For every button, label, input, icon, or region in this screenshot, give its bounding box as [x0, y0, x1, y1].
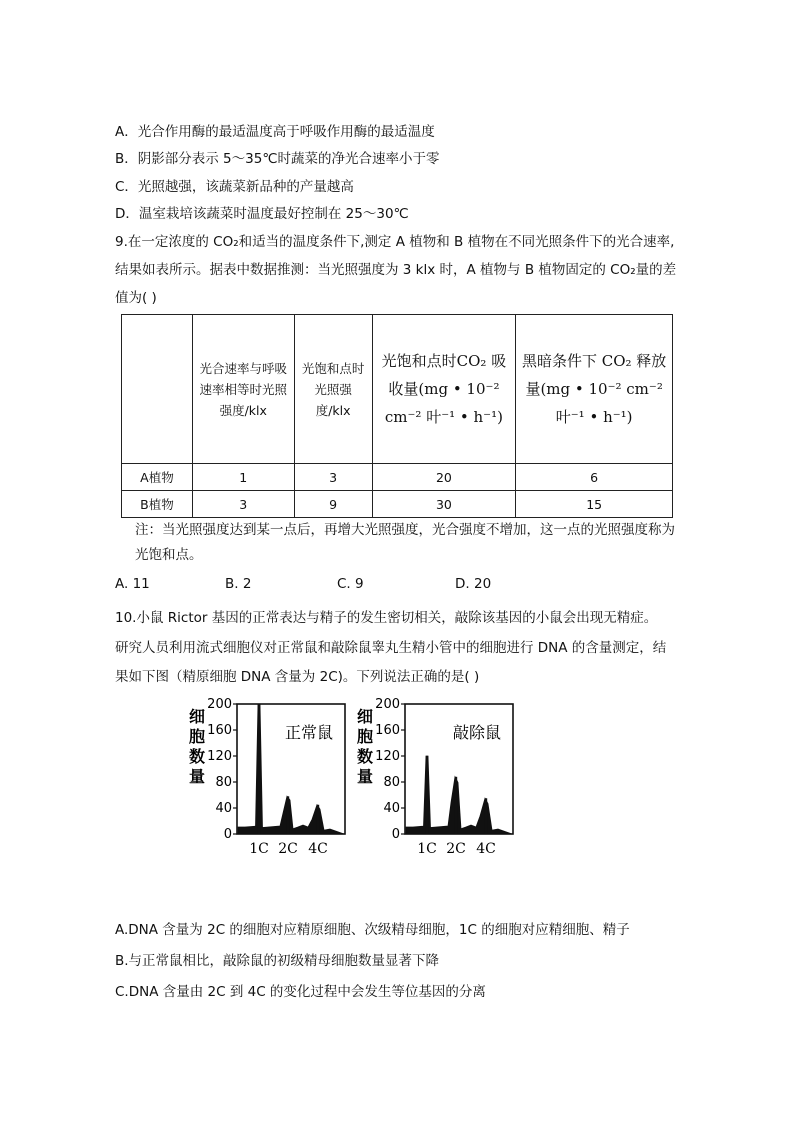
q9-stem-line-3: 值为( ): [115, 290, 157, 306]
y-axis-label-char: 量: [356, 767, 374, 786]
table-cell: 9: [294, 491, 372, 518]
x-tick-label: 1C: [249, 841, 269, 857]
x-tick-label: 4C: [308, 841, 328, 857]
y-axis-label-char: 数: [188, 747, 206, 766]
histogram-profile: [406, 756, 512, 834]
table-cell: 3: [294, 464, 372, 491]
table-row: [122, 464, 673, 491]
table-header-saturation-point: 光饱和点时光照强度/klx: [294, 315, 372, 464]
q10-stem-line-2: 研究人员利用流式细胞仪对正常鼠和敲除鼠睾丸生精小管中的细胞进行 DNA 的含量测定，结: [115, 640, 667, 656]
q10-option-c: C.DNA 含量由 2C 到 4C 的变化过程中会发生等位基因的分离: [115, 984, 486, 1000]
panel-title: 敲除鼠: [452, 723, 502, 742]
y-tick-label: 120: [375, 749, 400, 764]
x-tick-label: 4C: [476, 841, 496, 857]
y-tick-label: 160: [375, 723, 400, 738]
table-row: [122, 491, 673, 518]
table-cell: 1: [192, 464, 294, 491]
table-cell: 30: [372, 491, 516, 518]
y-tick-label: 40: [383, 801, 400, 816]
q9-stem-line-2: 结果如表所示。据表中数据推测：当光照强度为 3 klx 时，A 植物与 B 植物固定的 CO₂量的差: [115, 262, 677, 278]
panel-title: 正常鼠: [284, 723, 334, 742]
q10-stem-line-3: 果如下图（精原细胞 DNA 含量为 2C)。下列说法正确的是( ): [115, 669, 480, 685]
y-tick-label: 40: [215, 801, 232, 816]
q9-option-b: B. 2: [225, 576, 252, 592]
y-tick-label: 80: [215, 775, 232, 790]
q10-option-b: B.与正常鼠相比，敲除鼠的初级精母细胞数量显著下降: [115, 953, 440, 969]
row-label-a: A植物: [122, 464, 193, 491]
q8-option-a: A．光合作用酶的最适温度高于呼吸作用酶的最适温度: [115, 124, 435, 140]
table-header-co2-release: 黑暗条件下 CO₂ 释放量(mg • 10⁻² cm⁻² 叶⁻¹ • h⁻¹): [516, 315, 673, 464]
q9-stem-line-1: 9.在一定浓度的 CO₂和适当的温度条件下,测定 A 植物和 B 植物在不同光照条件下的光合速率,: [115, 234, 675, 250]
table-cell: 20: [372, 464, 516, 491]
y-tick-label: 80: [383, 775, 400, 790]
q9-option-c: C. 9: [337, 576, 364, 592]
knockout-mouse-histogram: [357, 697, 513, 857]
x-tick-label: 1C: [417, 841, 437, 857]
y-tick-label: 0: [391, 827, 400, 842]
y-axis-label-char: 量: [188, 767, 206, 786]
table-cell: 15: [516, 491, 673, 518]
y-axis-label-char: 细: [356, 707, 374, 726]
y-tick-label: 120: [207, 749, 232, 764]
dna-content-histograms: [185, 696, 530, 861]
y-tick-label: 200: [375, 697, 400, 712]
q8-option-d: D．温室栽培该蔬菜时温度最好控制在 25～30℃: [115, 206, 409, 222]
row-label-b: B植物: [122, 491, 193, 518]
y-tick-label: 0: [223, 827, 232, 842]
y-axis-label-char: 胞: [356, 727, 374, 746]
y-axis-label-char: 数: [356, 747, 374, 766]
x-tick-label: 2C: [446, 841, 466, 857]
q8-option-c: C．光照越强，该蔬菜新品种的产量越高: [115, 179, 354, 195]
table-cell: 3: [192, 491, 294, 518]
q10-option-a: A.DNA 含量为 2C 的细胞对应精原细胞、次级精母细胞，1C 的细胞对应精细胞、精子: [115, 922, 630, 938]
y-axis-label-char: 细: [188, 707, 206, 726]
table-cell: 6: [516, 464, 673, 491]
table-corner-cell: [122, 315, 193, 464]
y-axis-label-char: 胞: [188, 727, 206, 746]
q10-stem-line-1: 10.小鼠 Rictor 基因的正常表达与精子的发生密切相关，敲除该基因的小鼠会出现无精症。: [115, 610, 658, 626]
q9-option-d: D. 20: [455, 576, 492, 592]
y-tick-label: 160: [207, 723, 232, 738]
q9-table-note: 注：当光照强度达到某一点后，再增大光照强度，光合强度不增加，这一点的光照强度称为光饱和点。: [135, 522, 675, 563]
q9-data-table: [121, 314, 673, 518]
q9-option-a: A. 11: [115, 576, 150, 592]
q8-option-b: B．阴影部分表示 5～35℃时蔬菜的净光合速率小于零: [115, 151, 440, 167]
table-header-compensation-point: 光合速率与呼吸速率相等时光照强度/klx: [192, 315, 294, 464]
y-tick-label: 200: [207, 697, 232, 712]
table-header-co2-absorption: 光饱和点时CO₂ 吸收量(mg • 10⁻² cm⁻² 叶⁻¹ • h⁻¹): [372, 315, 516, 464]
x-tick-label: 2C: [278, 841, 298, 857]
normal-mouse-histogram: [189, 697, 345, 857]
